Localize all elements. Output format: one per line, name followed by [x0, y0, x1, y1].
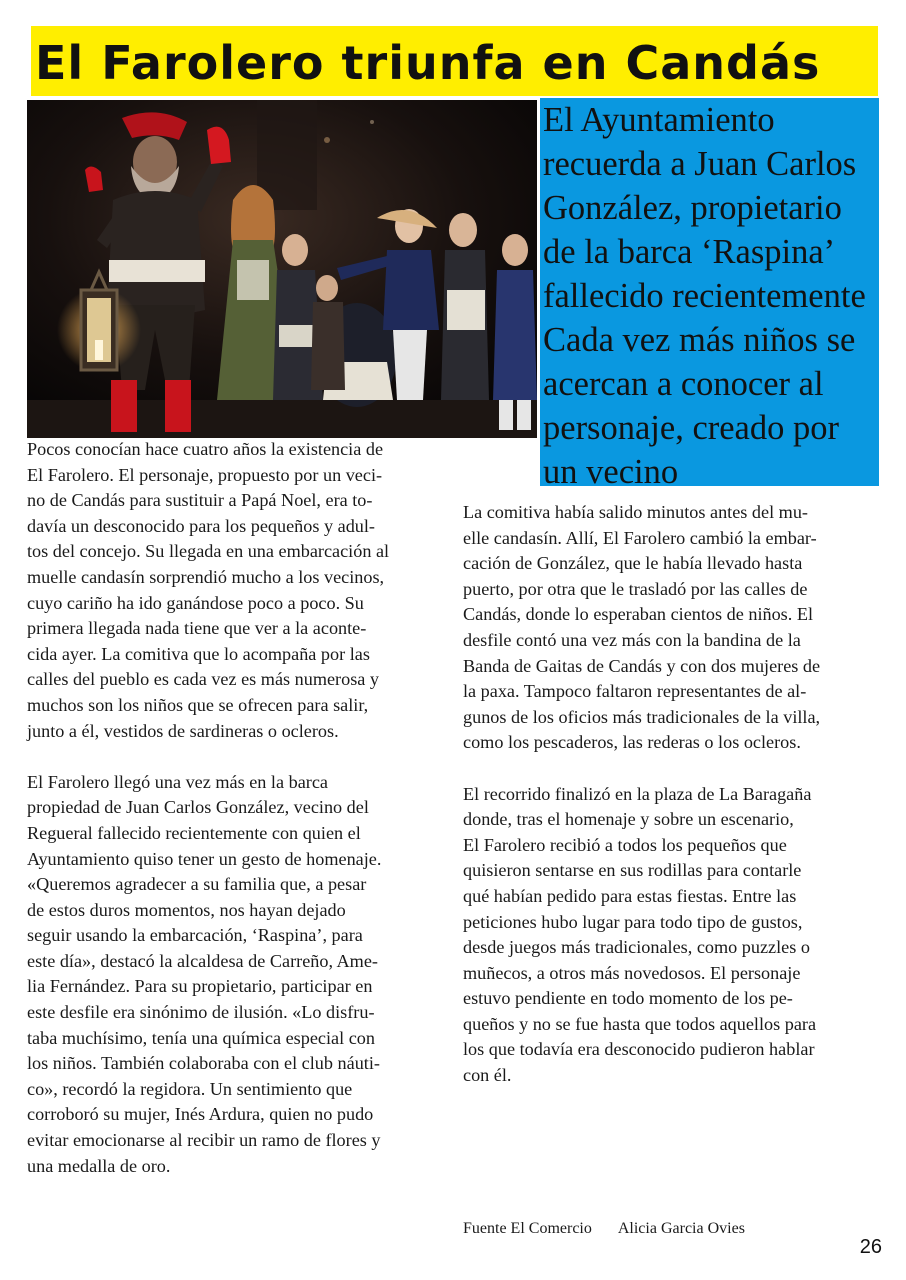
highlight-box — [540, 98, 879, 491]
right-paragraph-2: El recorrido finalizó en la plaza de La Baragaña donde, tras el homenaje y sobre un escenario, El Farolero recibió a todos los pequeños que quisieron sentarse en sus rodillas para contarle qué habían pedido para estas fiestas. Entre las peticiones hubo lugar para todo tipo de gustos, desde juegos más tradicionales, como puzzles o muñecos, a otros más novedosos. El personaje estuvo pendiente en todo momento de los pe- queños y no se fue hasta que todos aquellos para los que todavía era desconocido pudieron hablar con él. — [463, 783, 817, 1086]
left-paragraph-1: Pocos conocían hace cuatro años la existencia de El Farolero. El personaje, propuesto por un veci- no de Candás para sustituir a Papá Noel, era to- davía un desconocido para los pequeños y adul- tos del concejo. Su llegada en una embarcación al muelle candasín sorprendió mucho a los vecinos, cuyo cariño ha ido ganándose poco a poco. Su primera llegada nada tiene que ver a la aconte- cida ayer. La comitiva que lo acompaña por las calles del pueblo es cada vez es más numerosa y muchos son los niños que se ofrecen para salir, junto a él, vestidos de sardineras o ocleros. — [27, 439, 390, 741]
right-paragraph-1: La comitiva había salido minutos antes del mu- elle candasín. Allí, El Farolero cambió la embar- cación de González, que le había llevado hasta puerto, por otra que le trasladó por las calles de Candás, donde lo esperaban cientos de niños. El desfile contó una vez más con la bandina de la Banda de Gaitas de Candás y con dos mujeres de la paxa. Tampoco faltaron representantes de al- gunos de los oficios más tradicionales de la villa, como los pescaderos, las rederas o los ocleros. — [463, 502, 821, 753]
title-banner — [31, 26, 878, 96]
left-paragraph-2: El Farolero llegó una vez más en la barca propiedad de Juan Carlos González, vecino del Regueral fallecido recientemente con quien el Ayuntamiento quiso tener un gesto de homenaje. «Queremos agradecer a su familia que, a pesar de estos duros momentos, nos hayan dejado seguir usando la embarcación, ‘Raspina’, para este día», destacó la alcaldesa de Carreño, Ame- lia Fernández. Para su propietario, participar en este desfile era sinónimo de ilusión. «Lo disfru- taba muchísimo, tenía una química especial con los niños. También colaboraba con el club náuti- co», recordó la regidora. Un sentimiento que corroboró su mujer, Inés Ardura, quien no pudo evitar emocionarse al recibir un ramo de flores y una medalla de oro. — [27, 771, 382, 1176]
page-number: 26 — [859, 1236, 882, 1258]
article-photo — [27, 100, 537, 438]
footer-source: Fuente El Comercio — [463, 1220, 592, 1237]
right-column — [463, 500, 883, 1089]
footer-author: Alicia Garcia Ovies — [617, 1220, 745, 1237]
left-column — [27, 437, 447, 1179]
highlight-subtitle: El Ayuntamiento recuerda a Juan Carlos González, propietario de la barca ‘Raspina’ fallecido recientemente Cada vez más niños se acercan a conocer al personaje, creado por un vecino — [543, 101, 866, 491]
footer-credits — [463, 1220, 745, 1238]
article-title: El Farolero triunfa en Candás — [35, 36, 821, 90]
farolero-parade-photo — [27, 100, 537, 438]
